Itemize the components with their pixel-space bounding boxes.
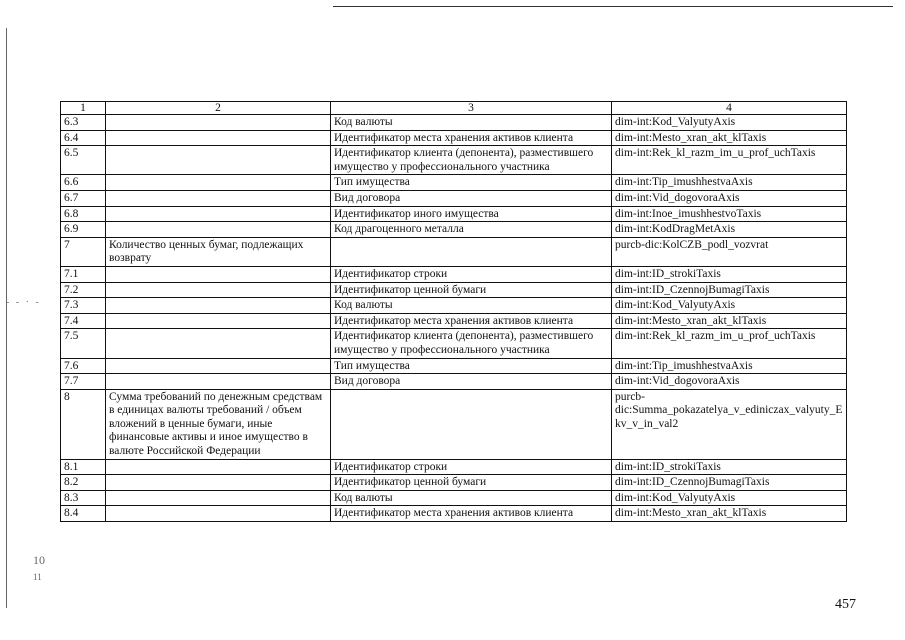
row-number-cell: 7.7 bbox=[61, 374, 106, 390]
indicator-name-cell bbox=[106, 490, 331, 506]
row-number-cell: 6.8 bbox=[61, 206, 106, 222]
scan-dash-marks: - - · - bbox=[6, 297, 41, 308]
dimension-name-cell: Идентификатор иного имущества bbox=[331, 206, 612, 222]
row-number-cell: 8 bbox=[61, 389, 106, 459]
indicator-name-cell bbox=[106, 146, 331, 175]
dimension-name-cell: Идентификатор места хранения активов клиента bbox=[331, 130, 612, 146]
indicator-name-cell bbox=[106, 374, 331, 390]
row-number-cell: 6.6 bbox=[61, 175, 106, 191]
table-row bbox=[61, 175, 847, 191]
dimension-name-cell: Идентификатор клиента (депонента), разместившего имущество у профессионального участника bbox=[331, 146, 612, 175]
dimension-name-cell: Код валюты bbox=[331, 298, 612, 314]
table-row bbox=[61, 459, 847, 475]
indicator-name-cell bbox=[106, 175, 331, 191]
taxonomy-element-cell: dim-int:Tip_imushhestvaAxis bbox=[612, 358, 847, 374]
taxonomy-element-cell: dim-int:ID_CzennojBumagiTaxis bbox=[612, 282, 847, 298]
indicator-name-cell bbox=[106, 190, 331, 206]
dimension-name-cell: Идентификатор ценной бумаги bbox=[331, 475, 612, 491]
row-number-cell: 7.2 bbox=[61, 282, 106, 298]
taxonomy-element-cell: dim-int:Vid_dogovoraAxis bbox=[612, 374, 847, 390]
margin-mark: 10 bbox=[33, 553, 45, 567]
dimension-name-cell: Идентификатор строки bbox=[331, 459, 612, 475]
top-rule bbox=[333, 6, 893, 7]
indicator-name-cell bbox=[106, 206, 331, 222]
row-number-cell: 8.4 bbox=[61, 506, 106, 522]
dimension-name-cell: Идентификатор клиента (депонента), разместившего имущество у профессионального участника bbox=[331, 329, 612, 358]
table-row bbox=[61, 190, 847, 206]
indicator-name-cell bbox=[106, 115, 331, 131]
taxonomy-element-cell: dim-int:Tip_imushhestvaAxis bbox=[612, 175, 847, 191]
dimension-name-cell: Тип имущества bbox=[331, 175, 612, 191]
column-header: 4 bbox=[612, 102, 847, 115]
dimension-name-cell: Идентификатор строки bbox=[331, 266, 612, 282]
table-row bbox=[61, 266, 847, 282]
row-number-cell: 7.6 bbox=[61, 358, 106, 374]
row-number-cell: 7 bbox=[61, 237, 106, 266]
taxonomy-element-cell: dim-int:Vid_dogovoraAxis bbox=[612, 190, 847, 206]
taxonomy-element-cell: purcb-dic:KolCZB_podl_vozvrat bbox=[612, 237, 847, 266]
indicator-name-cell bbox=[106, 459, 331, 475]
dimension-name-cell: Код валюты bbox=[331, 115, 612, 131]
dimension-name-cell: Идентификатор места хранения активов клиента bbox=[331, 506, 612, 522]
table-row bbox=[61, 374, 847, 390]
table-row bbox=[61, 329, 847, 358]
indicator-name-cell bbox=[106, 266, 331, 282]
table-row bbox=[61, 389, 847, 459]
indicator-name-cell: Количество ценных бумаг, подлежащих возврату bbox=[106, 237, 331, 266]
table-row bbox=[61, 298, 847, 314]
table-row bbox=[61, 146, 847, 175]
row-number-cell: 7.3 bbox=[61, 298, 106, 314]
page-number: 457 bbox=[835, 597, 856, 612]
taxonomy-element-cell: dim-int:Mesto_xran_akt_klTaxis bbox=[612, 506, 847, 522]
indicator-name-cell bbox=[106, 506, 331, 522]
taxonomy-element-cell: dim-int:Rek_kl_razm_im_u_prof_uchTaxis bbox=[612, 329, 847, 358]
taxonomy-element-cell: purcb-dic:Summa_pokazatelya_v_ediniczax_valyuty_Ekv_v_in_val2 bbox=[612, 389, 847, 459]
table-row bbox=[61, 206, 847, 222]
data-table bbox=[60, 101, 847, 522]
dimension-name-cell: Код драгоценного металла bbox=[331, 222, 612, 238]
row-number-cell: 6.3 bbox=[61, 115, 106, 131]
taxonomy-element-cell: dim-int:Inoe_imushhestvoTaxis bbox=[612, 206, 847, 222]
dimension-name-cell: Тип имущества bbox=[331, 358, 612, 374]
table-row bbox=[61, 313, 847, 329]
taxonomy-element-cell: dim-int:Kod_ValyutyAxis bbox=[612, 298, 847, 314]
taxonomy-element-cell: dim-int:Mesto_xran_akt_klTaxis bbox=[612, 313, 847, 329]
row-number-cell: 6.7 bbox=[61, 190, 106, 206]
dimension-name-cell: Идентификатор места хранения активов клиента bbox=[331, 313, 612, 329]
table-row bbox=[61, 282, 847, 298]
dimension-name-cell: Вид договора bbox=[331, 374, 612, 390]
margin-mark: 11 bbox=[33, 572, 42, 582]
table-row bbox=[61, 130, 847, 146]
row-number-cell: 7.1 bbox=[61, 266, 106, 282]
row-number-cell: 8.3 bbox=[61, 490, 106, 506]
taxonomy-element-cell: dim-int:Kod_ValyutyAxis bbox=[612, 115, 847, 131]
table-row bbox=[61, 358, 847, 374]
table-row bbox=[61, 237, 847, 266]
table-row bbox=[61, 490, 847, 506]
row-number-cell: 6.9 bbox=[61, 222, 106, 238]
indicator-name-cell bbox=[106, 358, 331, 374]
taxonomy-element-cell: dim-int:ID_strokiTaxis bbox=[612, 459, 847, 475]
indicator-name-cell bbox=[106, 475, 331, 491]
table-header-row bbox=[61, 102, 847, 115]
row-number-cell: 8.2 bbox=[61, 475, 106, 491]
column-header: 1 bbox=[61, 102, 106, 115]
taxonomy-element-cell: dim-int:Kod_ValyutyAxis bbox=[612, 490, 847, 506]
column-header: 2 bbox=[106, 102, 331, 115]
binding-edge-line bbox=[6, 28, 7, 608]
dimension-name-cell: Идентификатор ценной бумаги bbox=[331, 282, 612, 298]
indicator-name-cell bbox=[106, 130, 331, 146]
table-body bbox=[61, 115, 847, 522]
taxonomy-element-cell: dim-int:ID_strokiTaxis bbox=[612, 266, 847, 282]
taxonomy-element-cell: dim-int:KodDragMetAxis bbox=[612, 222, 847, 238]
row-number-cell: 7.4 bbox=[61, 313, 106, 329]
table-row bbox=[61, 115, 847, 131]
indicator-name-cell bbox=[106, 222, 331, 238]
row-number-cell: 6.4 bbox=[61, 130, 106, 146]
table-row bbox=[61, 506, 847, 522]
taxonomy-element-cell: dim-int:Rek_kl_razm_im_u_prof_uchTaxis bbox=[612, 146, 847, 175]
table-row bbox=[61, 475, 847, 491]
row-number-cell: 8.1 bbox=[61, 459, 106, 475]
column-header: 3 bbox=[331, 102, 612, 115]
indicator-name-cell bbox=[106, 329, 331, 358]
indicator-name-cell: Сумма требований по денежным средствам в единицах валюты требований / объем вложений в ценные бумаги, иные финансовые активы и иное имущество в валюте Российской Федерации bbox=[106, 389, 331, 459]
row-number-cell: 7.5 bbox=[61, 329, 106, 358]
indicator-name-cell bbox=[106, 298, 331, 314]
table-row bbox=[61, 222, 847, 238]
dimension-name-cell bbox=[331, 389, 612, 459]
taxonomy-element-cell: dim-int:Mesto_xran_akt_klTaxis bbox=[612, 130, 847, 146]
dimension-name-cell: Код валюты bbox=[331, 490, 612, 506]
dimension-name-cell: Вид договора bbox=[331, 190, 612, 206]
dimension-name-cell bbox=[331, 237, 612, 266]
indicator-name-cell bbox=[106, 313, 331, 329]
indicator-name-cell bbox=[106, 282, 331, 298]
taxonomy-element-cell: dim-int:ID_CzennojBumagiTaxis bbox=[612, 475, 847, 491]
row-number-cell: 6.5 bbox=[61, 146, 106, 175]
